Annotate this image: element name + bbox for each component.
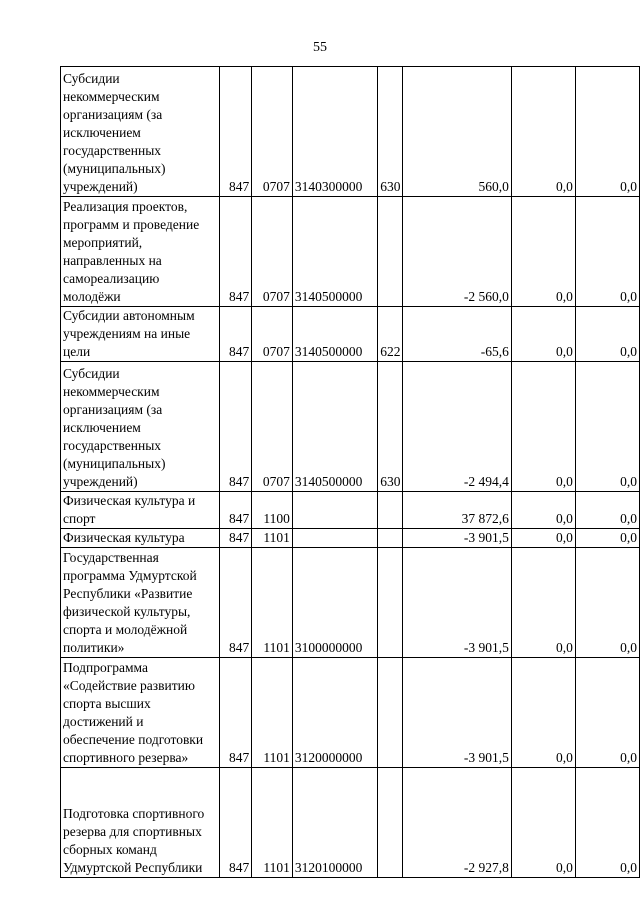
amount-current-year: -2 927,8 [403,768,511,878]
row-name: Физическая культура [61,529,220,548]
expense-type-code [378,492,403,529]
amount-next-year: 0,0 [511,658,575,768]
section-code: 1101 [252,529,293,548]
amount-next-year: 0,0 [511,529,575,548]
amount-following-year: 0,0 [575,67,639,197]
target-article-code: 3140500000 [292,362,377,492]
target-article-code: 3140500000 [292,197,377,307]
target-article-code: 3120000000 [292,658,377,768]
target-article-code: 3140300000 [292,67,377,197]
ved-code: 847 [219,307,252,362]
amount-next-year: 0,0 [511,768,575,878]
expense-type-code [378,548,403,658]
table-row [61,307,640,362]
table-row [61,768,640,878]
table-row [61,362,640,492]
target-article-code: 3120100000 [292,768,377,878]
ved-code: 847 [219,492,252,529]
table-row [61,197,640,307]
row-name: Субсидии некоммерческим организациям (за исключением государственных (муниципальных) учреждений) [61,362,220,492]
page-number: 55 [313,40,327,55]
target-article-code: 3100000000 [292,548,377,658]
section-code: 1101 [252,768,293,878]
table-row [61,492,640,529]
table-row [61,548,640,658]
table-body [61,67,640,878]
ved-code: 847 [219,362,252,492]
amount-next-year: 0,0 [511,307,575,362]
amount-current-year: -2 560,0 [403,197,511,307]
amount-current-year: 560,0 [403,67,511,197]
amount-following-year: 0,0 [575,768,639,878]
budget-table [60,66,640,878]
row-name: Субсидии автономным учреждениям на иные цели [61,307,220,362]
ved-code: 847 [219,197,252,307]
row-name: Реализация проектов, программ и проведение мероприятий, направленных на самореализацию молодёжи [61,197,220,307]
expense-type-code [378,768,403,878]
row-name: Государственная программа Удмуртской Республики «Развитие физической культуры, спорта и молодёжной политики» [61,548,220,658]
amount-current-year: -3 901,5 [403,529,511,548]
section-code: 1100 [252,492,293,529]
table-row [61,658,640,768]
expense-type-code: 622 [378,307,403,362]
section-code: 0707 [252,67,293,197]
section-code: 0707 [252,307,293,362]
amount-next-year: 0,0 [511,362,575,492]
amount-following-year: 0,0 [575,362,639,492]
amount-current-year: -65,6 [403,307,511,362]
expense-type-code [378,658,403,768]
target-article-code [292,492,377,529]
target-article-code: 3140500000 [292,307,377,362]
row-name: Подготовка спортивного резерва для спортивных сборных команд Удмуртской Республики [61,768,220,878]
row-name: Физическая культура и спорт [61,492,220,529]
amount-next-year: 0,0 [511,548,575,658]
amount-next-year: 0,0 [511,67,575,197]
amount-following-year: 0,0 [575,197,639,307]
amount-next-year: 0,0 [511,197,575,307]
expense-type-code [378,529,403,548]
section-code: 0707 [252,362,293,492]
section-code: 1101 [252,548,293,658]
row-name: Субсидии некоммерческим организациям (за исключением государственных (муниципальных) учреждений) [61,67,220,197]
ved-code: 847 [219,768,252,878]
target-article-code [292,529,377,548]
ved-code: 847 [219,658,252,768]
table-row [61,67,640,197]
expense-type-code: 630 [378,67,403,197]
table-row [61,529,640,548]
amount-following-year: 0,0 [575,492,639,529]
amount-following-year: 0,0 [575,529,639,548]
amount-following-year: 0,0 [575,658,639,768]
expense-type-code: 630 [378,362,403,492]
amount-following-year: 0,0 [575,548,639,658]
amount-current-year: 37 872,6 [403,492,511,529]
amount-current-year: -2 494,4 [403,362,511,492]
ved-code: 847 [219,548,252,658]
section-code: 1101 [252,658,293,768]
amount-current-year: -3 901,5 [403,548,511,658]
row-name: Подпрограмма «Содействие развитию спорта высших достижений и обеспечение подготовки спортивного резерва» [61,658,220,768]
amount-current-year: -3 901,5 [403,658,511,768]
section-code: 0707 [252,197,293,307]
amount-next-year: 0,0 [511,492,575,529]
ved-code: 847 [219,67,252,197]
expense-type-code [378,197,403,307]
ved-code: 847 [219,529,252,548]
amount-following-year: 0,0 [575,307,639,362]
